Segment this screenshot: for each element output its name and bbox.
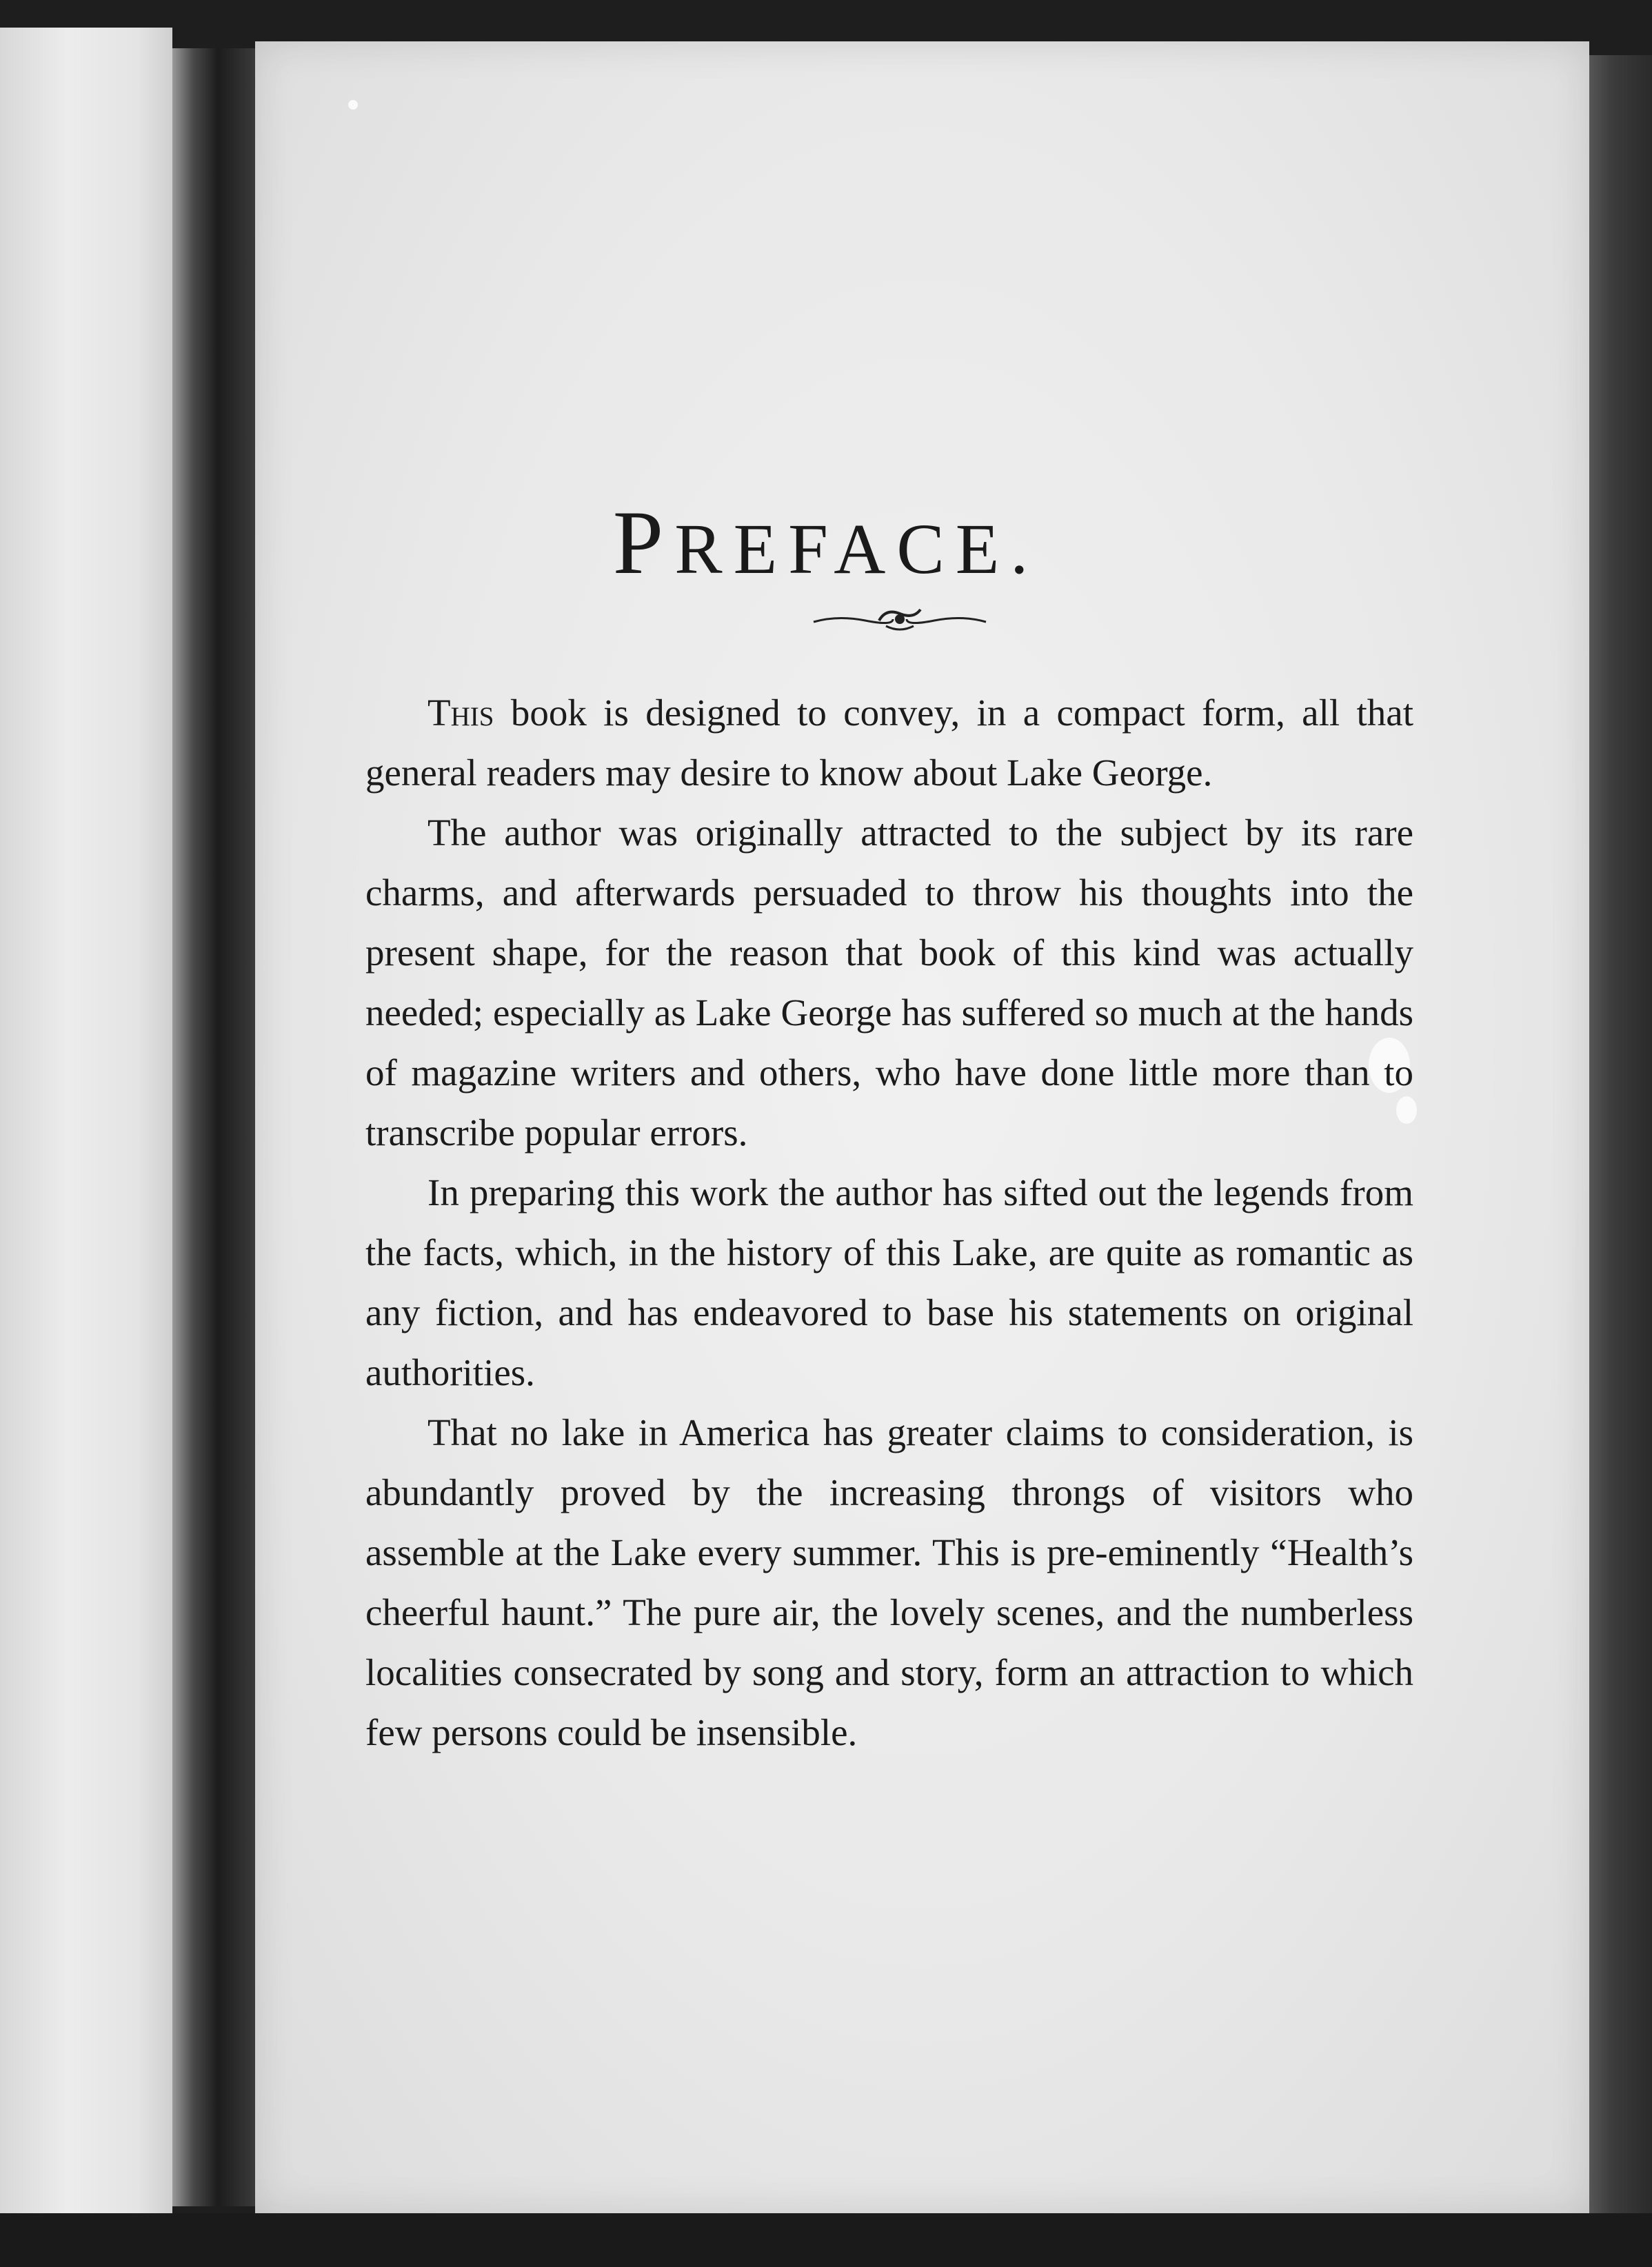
paper-defect [348, 100, 358, 110]
paragraph-2 [365, 803, 1413, 1162]
preface-body [365, 683, 1413, 1762]
paragraph-3 [365, 1162, 1413, 1402]
paragraph-1 [365, 683, 1413, 803]
title-initial: P [612, 491, 675, 593]
scroll-flourish-ornament-icon [810, 600, 989, 641]
scan-bottom-edge [0, 2213, 1652, 2267]
left-page-margin [0, 28, 172, 2220]
title-rest: REFACE. [674, 509, 1040, 589]
right-page-edge [1586, 55, 1652, 2220]
paragraph-text: In preparing this work the author has sifted out the legends from the facts, which, in the history of this Lake, are quite as romantic as any fiction, and has endeavored to base his statements on original authorities. [365, 1171, 1413, 1393]
paragraph-text: That no lake in America has greater claims to consideration, is abundantly proved by the increasing throngs of visitors who assemble at the Lake every summer. This is pre-eminently “Health’s cheerful haunt.” The pure air, the lovely scenes, and the numberless localities consecrated by song and story, form an attraction to which few persons could be insensible. [365, 1411, 1413, 1753]
page-title [0, 490, 1652, 595]
paragraph-text: book is designed to convey, in a compact form, all that general readers may desire to know about Lake George. [365, 692, 1413, 794]
paragraph-lead-word: This [427, 692, 494, 734]
book-gutter-shadow [172, 48, 255, 2206]
paragraph-text: The author was originally attracted to the subject by its rare charms, and afterwards persuaded to throw his thoughts into the present shape, for the reason that book of this kind was actually needed; especially as Lake George has suffered so much at the hands of magazine writers and others, who have done little more than to transcribe popular errors. [365, 812, 1413, 1153]
paragraph-4 [365, 1402, 1413, 1762]
